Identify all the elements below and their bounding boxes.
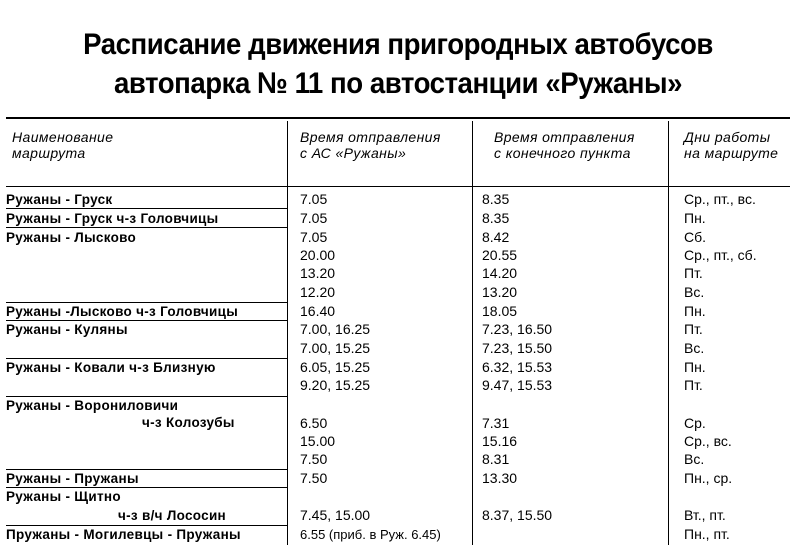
table-top-border [6,117,790,119]
table-row-return: 7.23, 16.50 [482,321,553,337]
table-row-return: 6.32, 15.53 [482,359,553,375]
table-row-return: 8.37, 15.50 [482,507,553,523]
table-row-departure: 7.00, 15.25 [300,340,371,356]
table-row-return: 15.16 [482,433,518,449]
table-row-departure: 6.05, 15.25 [300,359,371,375]
table-row-days: Пт. [684,321,703,337]
page-title-line-2: автопарка № 11 по автостанции «Ружаны» [113,67,683,100]
table-row-return: 18.05 [482,303,518,319]
table-row-departure: 13.20 [300,265,336,281]
table-row-days: Пт. [684,377,703,393]
table-row-departure: 6.50 [300,415,328,431]
table-row-departure: 7.05 [300,210,328,226]
table-row-days: Пн. [684,359,706,375]
table-row-return: 7.23, 15.50 [482,340,553,356]
table-row-days: Вс. [684,451,705,467]
table-row-route: Ружаны - Куляны [6,322,128,337]
table-row-departure: 7.50 [300,470,328,486]
table-row-departure: 15.00 [300,433,336,449]
table-row-return: 14.20 [482,265,518,281]
table-row-days: Пт. [684,265,703,281]
table-row-departure: 6.55 (приб. в Руж. 6.45) [300,527,441,542]
header-days: Дни работы на маршруте [684,129,779,161]
page-title-line-1: Расписание движения пригородных автобусов [83,28,713,61]
table-row-days: Сб. [684,229,707,245]
table-row-route: Ружаны - Груск [6,192,113,207]
table-row-days: Пн., пт. [684,526,730,542]
column-divider [472,121,473,545]
table-row-route: Ружаны - Щитно [6,489,121,504]
header-bottom-border [6,186,790,187]
column-divider [287,121,288,545]
table-row-return: 8.35 [482,191,510,207]
header-route: Наименование маршрута [12,129,114,161]
table-row-departure: 7.00, 16.25 [300,321,371,337]
table-row-days: Пн. [684,303,706,319]
header-return: Время отправления с конечного пункта [494,129,635,161]
table-row-departure: 12.20 [300,284,336,300]
table-row-return: 8.42 [482,229,510,245]
table-row-days: Вс. [684,284,705,300]
table-row-route: Ружаны - Груск ч-з Головчицы [6,211,219,226]
table-row-route: ч-з в/ч Лососин [118,508,227,523]
table-row-days: Ср. [684,415,706,431]
header-departure: Время отправления с АС «Ружаны» [300,129,441,161]
table-row-departure: 16.40 [300,303,336,319]
table-row-return: 13.20 [482,284,518,300]
column-divider [668,121,669,545]
table-row-departure: 7.45, 15.00 [300,507,371,523]
table-row-route: Ружаны -Лысково ч-з Головчицы [6,304,239,319]
table-row-return: 9.47, 15.53 [482,377,553,393]
table-row-route: Ружаны - Ковали ч-з Близную [6,360,216,375]
table-row-days: Ср., вс. [684,433,732,449]
table-row-return: 8.31 [482,451,510,467]
table-row-days: Ср., пт., вс. [684,191,756,207]
table-row-return: 7.31 [482,415,510,431]
table-row-days: Вт., пт. [684,507,726,523]
table-row-route: Ружаны - Лысково [6,230,137,245]
table-row-departure: 20.00 [300,247,336,263]
table-row-route: Ружаны - Ворониловичи [6,398,179,413]
table-row-route: Пружаны - Могилевцы - Пружаны [6,527,241,542]
table-row-departure: 7.05 [300,191,328,207]
table-row-days: Ср., пт., сб. [684,247,757,263]
table-row-route: Ружаны - Пружаны [6,471,139,486]
table-row-days: Вс. [684,340,705,356]
table-row-departure: 7.50 [300,451,328,467]
table-row-return: 8.35 [482,210,510,226]
table-row-departure: 9.20, 15.25 [300,377,371,393]
table-row-route: ч-з Колозубы [142,415,235,430]
table-row-days: Пн., ср. [684,470,733,486]
table-row-days: Пн. [684,210,706,226]
table-row-return: 20.55 [482,247,518,263]
table-row-return: 13.30 [482,470,518,486]
table-row-departure: 7.05 [300,229,328,245]
